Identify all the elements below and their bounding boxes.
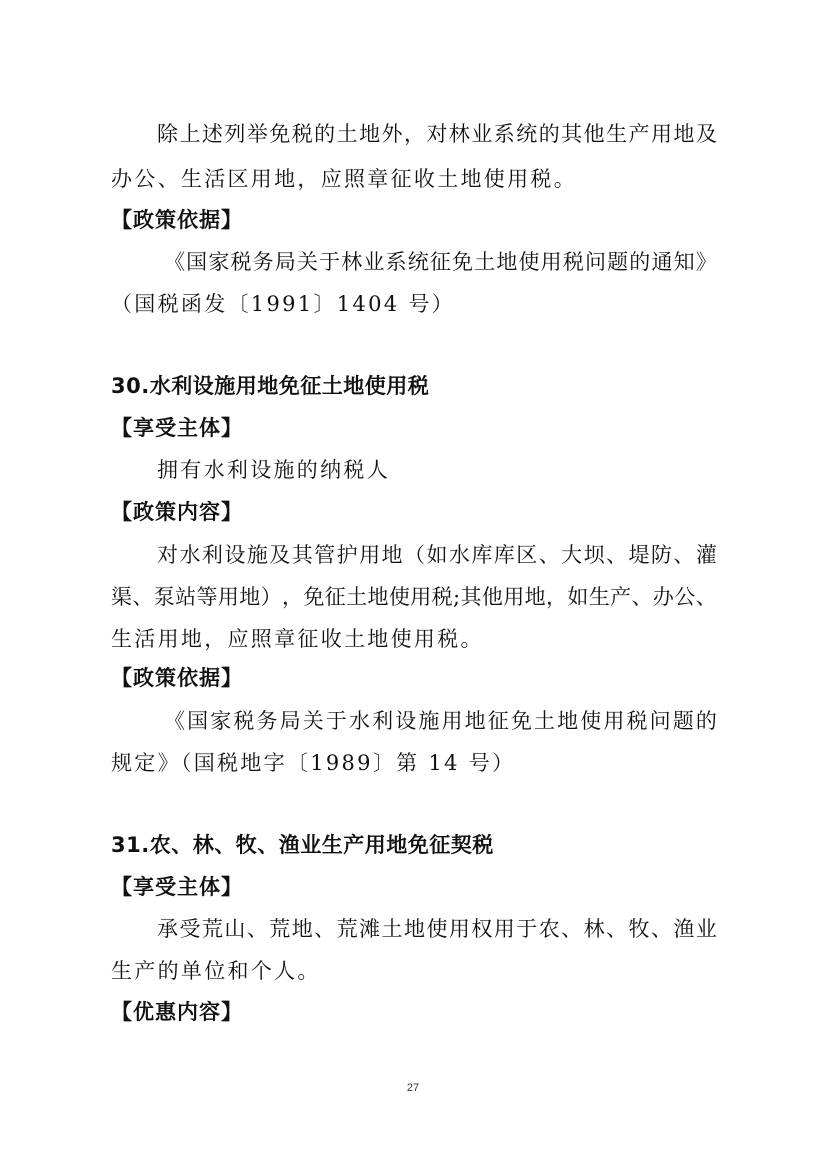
citation-line: 《 国 家 税 务 局 关 于 水 利 设 施 用 地 征 免 土 地 使 用 税 问 题 的	[164, 709, 717, 733]
section-title-30: 30.水利设施用地免征土地使用税	[111, 374, 430, 398]
paragraph-line: 生活用地，应照章征收土地使用税。	[111, 627, 484, 651]
paragraph-line: 除 上 述 列 举 免 税 的 土 地 外 ， 对 林 业 系 统 的 其 他 生 产 用 地 及	[157, 122, 717, 146]
paragraph-line: 拥有水利设施的纳税人	[157, 458, 390, 482]
section-label-preferential-content: 【优惠内容】	[111, 1000, 243, 1024]
paragraph-line: 生产的单位和个人。	[111, 959, 321, 983]
section-label-policy-basis: 【政策依据】	[111, 208, 243, 232]
citation-line: 规定》（国税地字〔1989〕第 14 号）	[111, 751, 516, 775]
section-label-beneficiary: 【享受主体】	[111, 416, 243, 440]
section-label-beneficiary: 【享受主体】	[111, 875, 243, 899]
section-label-policy-basis: 【政策依据】	[111, 666, 243, 690]
paragraph-line: 办公、生活区用地，应照章征收土地使用税。	[111, 167, 577, 191]
paragraph-line: 渠 、 泵 站 等 用 地 ） ， 免 征 土 地 使 用 税 ; 其 他 用 地 ， 如 生 产 、 办 公 、	[111, 585, 717, 609]
paragraph-line: 对 水 利 设 施 及 其 管 护 用 地 （ 如 水 库 库 区 、 大 坝 、 堤 防 、 灌	[157, 543, 717, 567]
citation-line: 《 国 家 税 务 局 关 于 林 业 系 统 征 免 土 地 使 用 税 问 题 的 通 知 》	[164, 250, 717, 274]
section-title-31: 31.农、林、牧、渔业生产用地免征契税	[111, 833, 494, 857]
section-label-policy-content: 【政策内容】	[111, 500, 243, 524]
page-number: 27	[406, 1082, 420, 1094]
paragraph-line: 承 受 荒 山 、 荒 地 、 荒 滩 土 地 使 用 权 用 于 农 、 林 、 牧 、 渔 业	[157, 917, 717, 941]
citation-line: （国税函发〔1991〕1404 号）	[111, 292, 455, 316]
